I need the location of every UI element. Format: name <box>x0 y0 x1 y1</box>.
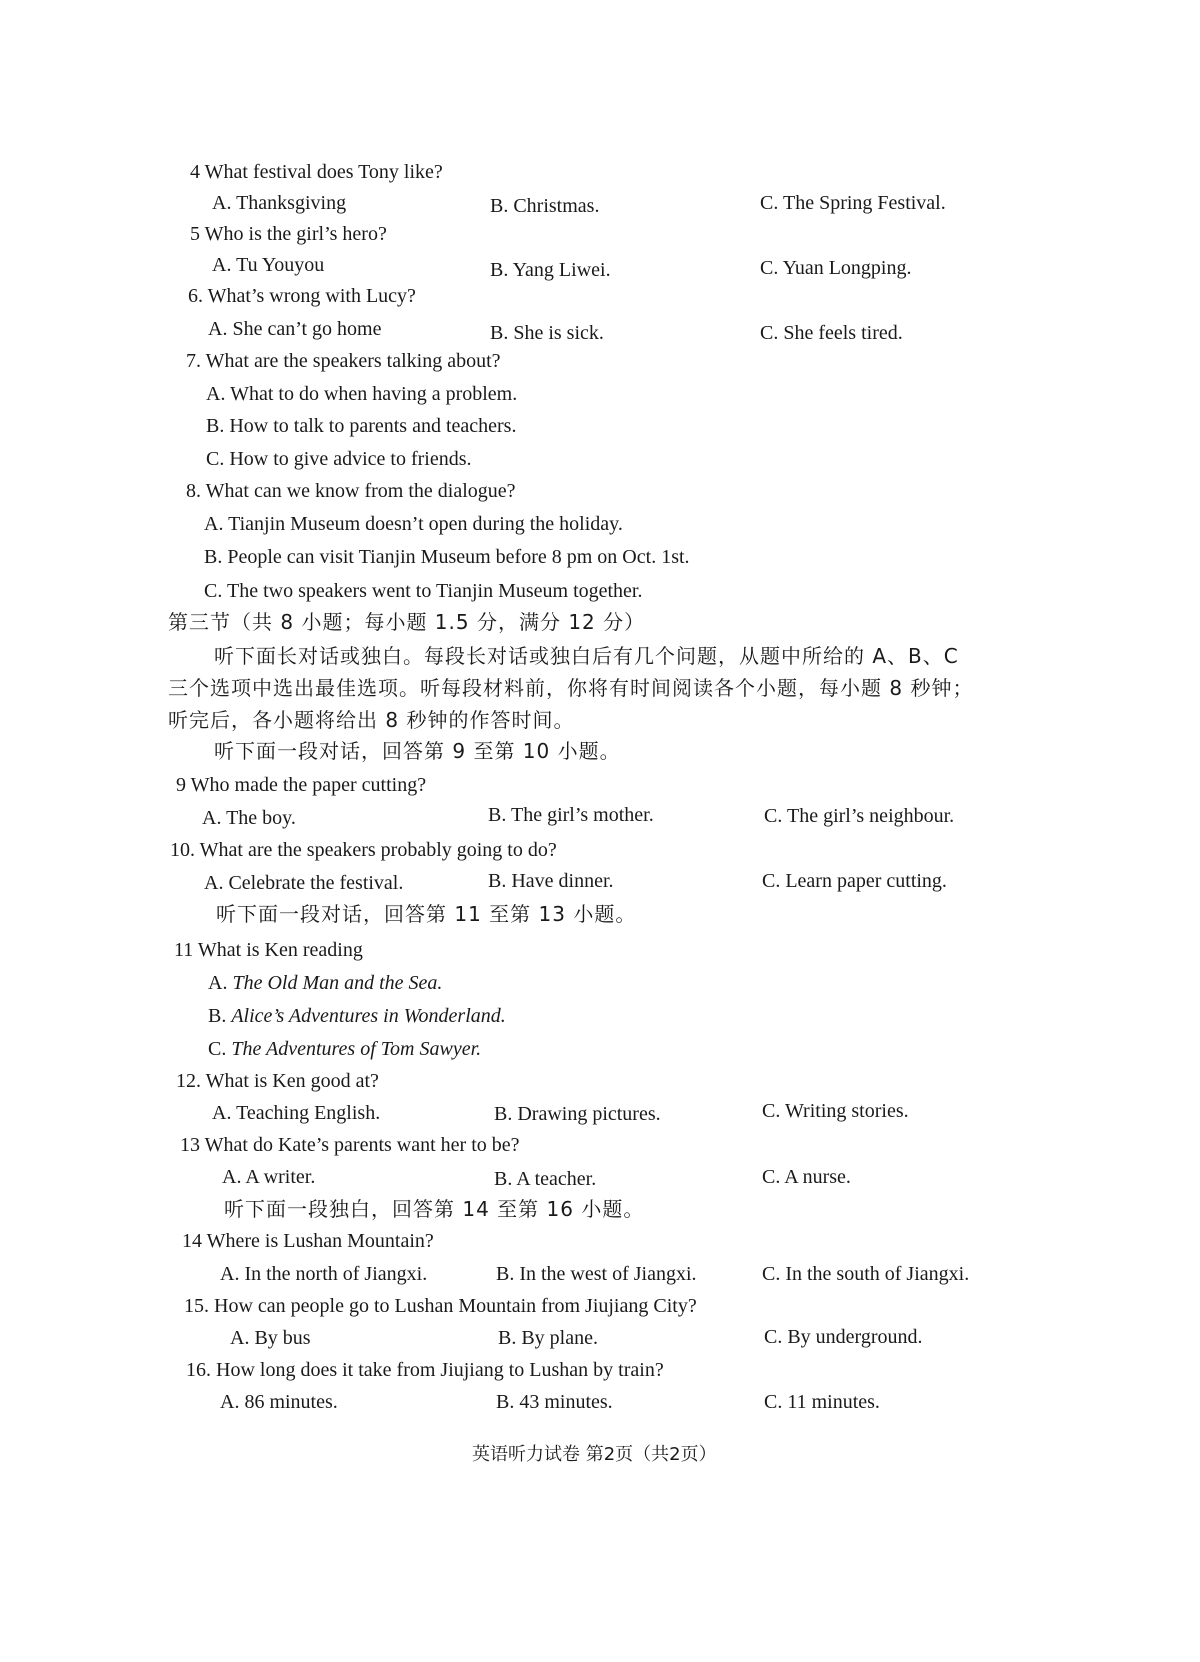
q4-option-c: C. The Spring Festival. <box>760 192 946 214</box>
q13-stem: 13 What do Kate’s parents want her to be? <box>180 1134 520 1156</box>
q6-stem: 6. What’s wrong with Lucy? <box>188 285 416 307</box>
section3-instruction-line1: 听下面长对话或独白。每段长对话或独白后有几个问题，从题中所给的 A、B、C <box>214 644 959 668</box>
section3-instruction-line3: 听完后，各小题将给出 8 秒钟的作答时间。 <box>168 708 575 732</box>
q11-option-b-letter: B. <box>208 1005 227 1027</box>
q14-stem: 14 Where is Lushan Mountain? <box>182 1230 434 1252</box>
q15-option-a: A. By bus <box>230 1327 311 1349</box>
group-instruction-11-13: 听下面一段对话，回答第 11 至第 13 小题。 <box>216 902 637 926</box>
q15-option-c: C. By underground. <box>764 1326 923 1348</box>
q5-option-a: A. Tu Youyou <box>212 254 325 276</box>
q11-option-b-title: Alice’s Adventures in Wonderland. <box>231 1005 506 1027</box>
q8-stem: 8. What can we know from the dialogue? <box>186 480 516 502</box>
q7-option-a: A. What to do when having a problem. <box>206 383 518 405</box>
q10-option-a: A. Celebrate the festival. <box>204 872 404 894</box>
q10-option-b: B. Have dinner. <box>488 870 614 892</box>
q9-option-c: C. The girl’s neighbour. <box>764 805 955 827</box>
q5-option-c: C. Yuan Longping. <box>760 257 912 279</box>
q16-option-a: A. 86 minutes. <box>220 1391 338 1413</box>
q5-option-b: B. Yang Liwei. <box>490 259 611 281</box>
q7-option-c: C. How to give advice to friends. <box>206 448 472 470</box>
section3-heading: 第三节（共 8 小题；每小题 1.5 分，满分 12 分） <box>168 610 646 634</box>
q9-option-b: B. The girl’s mother. <box>488 804 654 826</box>
q6-option-a: A. She can’t go home <box>208 318 382 340</box>
q8-option-b: B. People can visit Tianjin Museum before 8 pm on Oct. 1st. <box>204 546 690 568</box>
q11-option-a-letter: A. <box>208 972 228 994</box>
q9-option-a: A. The boy. <box>202 807 296 829</box>
q15-stem: 15. How can people go to Lushan Mountain from Jiujiang City? <box>184 1295 697 1317</box>
q12-option-a: A. Teaching English. <box>212 1102 381 1124</box>
q11-option-a <box>208 973 442 993</box>
q4-option-b: B. Christmas. <box>490 195 600 217</box>
q11-option-c <box>208 1039 481 1059</box>
group-instruction-9-10: 听下面一段对话，回答第 9 至第 10 小题。 <box>214 739 621 763</box>
q16-stem: 16. How long does it take from Jiujiang to Lushan by train? <box>186 1359 664 1381</box>
page-footer: 英语听力试卷 第2页（共2页） <box>472 1444 717 1465</box>
q11-option-c-letter: C. <box>208 1038 227 1060</box>
q7-option-b: B. How to talk to parents and teachers. <box>206 415 517 437</box>
q10-option-c: C. Learn paper cutting. <box>762 870 947 892</box>
q14-option-b: B. In the west of Jiangxi. <box>496 1263 697 1285</box>
q10-stem: 10. What are the speakers probably going to do? <box>170 839 557 861</box>
q12-option-b: B. Drawing pictures. <box>494 1103 661 1125</box>
q4-option-a: A. Thanksgiving <box>212 192 347 214</box>
q16-option-b: B. 43 minutes. <box>496 1391 613 1413</box>
q6-option-c: C. She feels tired. <box>760 322 903 344</box>
q12-option-c: C. Writing stories. <box>762 1100 909 1122</box>
q13-option-b: B. A teacher. <box>494 1168 597 1190</box>
q13-option-a: A. A writer. <box>222 1166 316 1188</box>
q13-option-c: C. A nurse. <box>762 1166 851 1188</box>
q8-option-c: C. The two speakers went to Tianjin Museum together. <box>204 580 643 602</box>
q14-option-a: A. In the north of Jiangxi. <box>220 1263 428 1285</box>
q6-option-b: B. She is sick. <box>490 322 604 344</box>
section3-instruction-line2: 三个选项中选出最佳选项。听每段材料前，你将有时间阅读各个小题，每小题 8 秒钟； <box>168 676 974 700</box>
q9-stem: 9 Who made the paper cutting? <box>176 774 427 796</box>
q11-option-b <box>208 1006 506 1026</box>
q4-stem: 4 What festival does Tony like? <box>190 161 443 183</box>
q11-option-a-title: The Old Man and the Sea. <box>232 972 443 994</box>
q11-option-c-title: The Adventures of Tom Sawyer. <box>231 1038 482 1060</box>
q14-option-c: C. In the south of Jiangxi. <box>762 1263 970 1285</box>
q15-option-b: B. By plane. <box>498 1327 598 1349</box>
q8-option-a: A. Tianjin Museum doesn’t open during the holiday. <box>204 513 623 535</box>
q11-stem: 11 What is Ken reading <box>174 939 363 961</box>
q12-stem: 12. What is Ken good at? <box>176 1070 379 1092</box>
q5-stem: 5 Who is the girl’s hero? <box>190 223 387 245</box>
q7-stem: 7. What are the speakers talking about? <box>186 350 501 372</box>
q16-option-c: C. 11 minutes. <box>764 1391 880 1413</box>
group-instruction-14-16: 听下面一段独白，回答第 14 至第 16 小题。 <box>224 1197 645 1221</box>
